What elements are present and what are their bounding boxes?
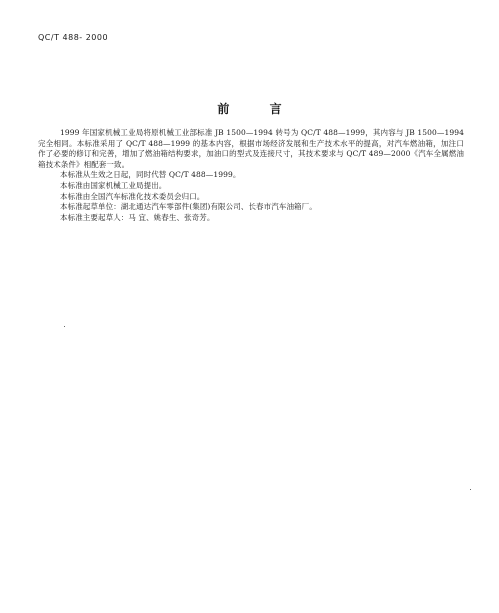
- page-title: 前 言: [217, 102, 300, 116]
- standard-code: QC/T 488- 2000: [38, 33, 109, 42]
- paragraph-history: 1999 年国家机械工业局将原机械工业部标准 JB 1500—1994 转号为 QC/T 488—1999，其内容与 JB 1500—1994 完全相同。本标准采用了 QC/T 488—1999 的基本内容，根据市场经济发展和生产技术水平的提高，对汽车燃油箱，加注口作了必要的修订和完善，增加了燃油箱结构要求，加油口的型式及连接尺寸，其技术要求与 QC/T 489—2000《汽车全属燃油箱技术条件》相配套一致。: [38, 128, 464, 169]
- paragraph-drafting-unit: 本标准起草单位：湖北通达汽车零部件(集团)有限公司、长春市汽车油箱厂。: [60, 202, 317, 212]
- paragraph-committee: 本标准由全国汽车标准化技术委员会归口。: [60, 191, 205, 201]
- scan-speck: [470, 489, 471, 490]
- paragraph-proposer: 本标准由国家机械工业局提出。: [60, 180, 167, 190]
- paragraph-replacement: 本标准从生效之日起，同时代替 QC/T 488—1999。: [60, 170, 241, 180]
- foreword-body: [38, 128, 464, 223]
- paragraph-drafters: 本标准主要起草人：马 宜、姚春生、张奇芳。: [60, 212, 215, 222]
- scan-speck: [64, 326, 65, 327]
